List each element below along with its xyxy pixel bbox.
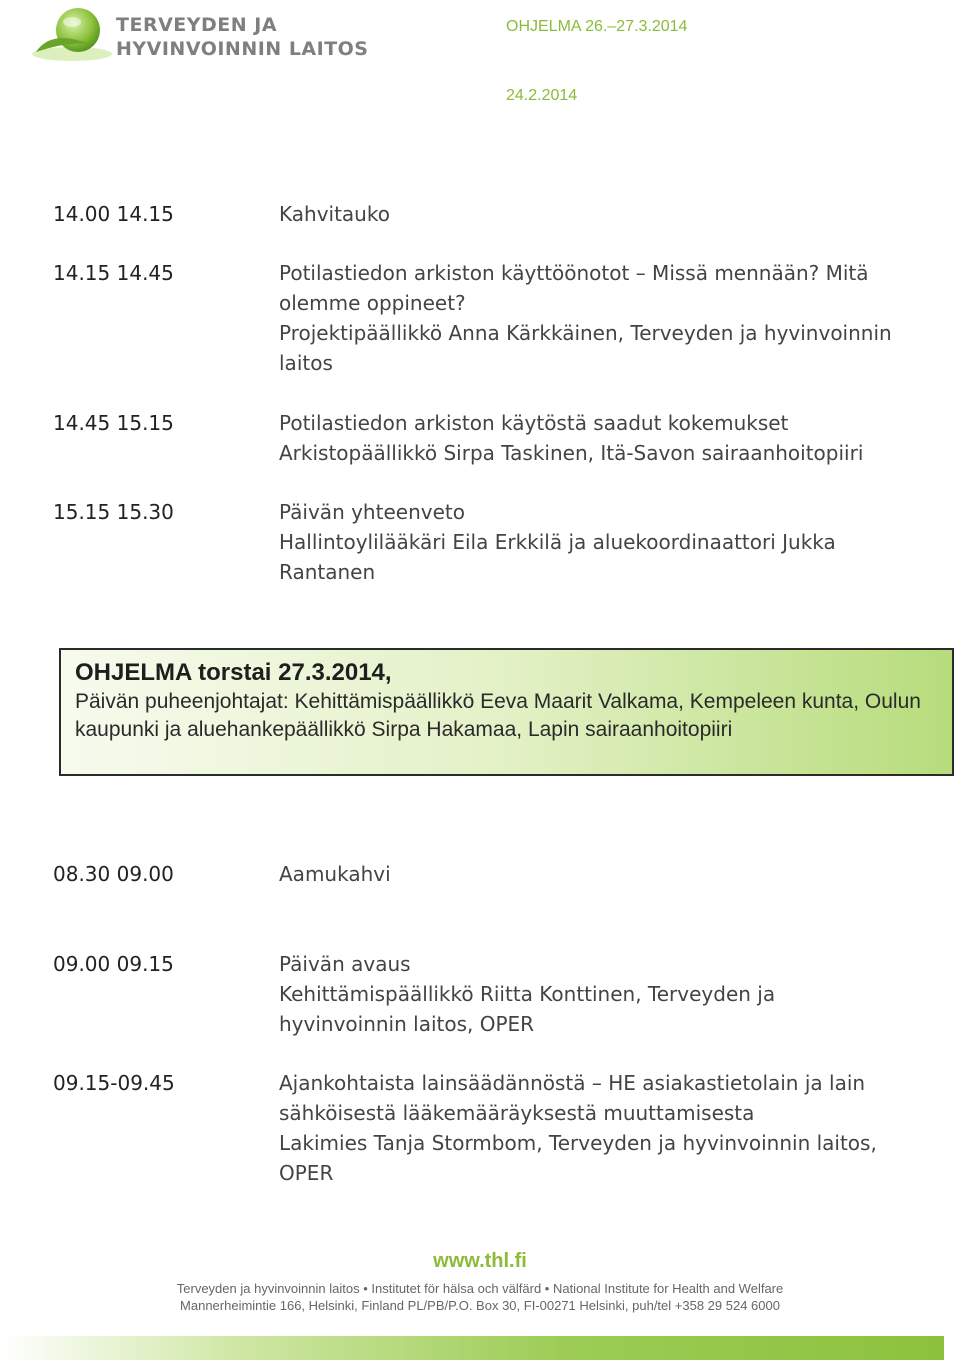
session-description bbox=[279, 199, 889, 229]
session-description bbox=[279, 408, 889, 468]
session-description bbox=[279, 1068, 889, 1188]
session-line: Rantanen bbox=[279, 560, 376, 584]
session-description bbox=[279, 497, 889, 587]
session-line: sähköisestä lääkemääräyksestä muuttamisesta bbox=[279, 1101, 755, 1125]
thl-leaf-icon bbox=[28, 4, 116, 64]
session-line: laitos bbox=[279, 351, 333, 375]
day2-title: OHJELMA torstai 27.3.2014, bbox=[75, 659, 392, 686]
document-date: 24.2.2014 bbox=[506, 87, 578, 104]
time-slot: 09.00 09.15 bbox=[53, 952, 174, 976]
logo-text-line2: HYVINVOINNIN LAITOS bbox=[116, 38, 369, 60]
session-description bbox=[279, 258, 892, 378]
session-line: Potilastiedon arkiston käytöstä saadut kokemukset bbox=[279, 411, 789, 435]
session-description bbox=[279, 859, 889, 889]
thl-logo bbox=[28, 4, 373, 64]
day2-header-box bbox=[59, 648, 954, 776]
session-line: Hallintoylilääkäri Eila Erkkilä ja aluekoordinaattori Jukka bbox=[279, 530, 836, 554]
time-slot: 14.00 14.15 bbox=[53, 202, 174, 226]
session-line: Päivän yhteenveto bbox=[279, 500, 465, 524]
session-line: olemme oppineet? bbox=[279, 291, 466, 315]
session-line: Aamukahvi bbox=[279, 862, 391, 886]
session-line: Kahvitauko bbox=[279, 202, 390, 226]
session-line: Projektipäällikkö Anna Kärkkäinen, Terveyden ja hyvinvoinnin bbox=[279, 321, 892, 345]
day2-chairs: Päivän puheenjohtajat: Kehittämispäällikkö Eeva Maarit Valkama, Kempeleen kunta, Oulun kaupunki ja aluehankepäällikkö Sirpa Hakamaa, Lapin sairaanhoitopiiri bbox=[75, 690, 921, 741]
session-line: hyvinvoinnin laitos, OPER bbox=[279, 1012, 535, 1036]
footer-institute-names: Terveyden ja hyvinvoinnin laitos • Institutet för hälsa och välfärd • National Institute for Health and Welfare bbox=[176, 1281, 784, 1296]
session-line: Kehittämispäällikkö Riitta Konttinen, Terveyden ja bbox=[279, 982, 776, 1006]
time-slot: 09.15-09.45 bbox=[53, 1071, 175, 1095]
session-line: OPER bbox=[279, 1161, 334, 1185]
footer-decorative-bar bbox=[0, 1336, 944, 1360]
footer-website-link[interactable]: www.thl.fi bbox=[433, 1250, 527, 1272]
program-heading: OHJELMA 26.–27.3.2014 bbox=[506, 18, 688, 35]
logo-text-line1: TERVEYDEN JA bbox=[116, 14, 278, 36]
footer-address: Mannerheimintie 166, Helsinki, Finland PL/PB/P.O. Box 30, FI-00271 Helsinki, puh/tel +358 29 524 6000 bbox=[180, 1298, 780, 1313]
session-description bbox=[279, 949, 889, 1039]
session-line: Lakimies Tanja Stormbom, Terveyden ja hyvinvoinnin laitos, bbox=[279, 1131, 877, 1155]
session-line: Päivän avaus bbox=[279, 952, 411, 976]
time-slot: 08.30 09.00 bbox=[53, 862, 174, 886]
time-slot: 14.45 15.15 bbox=[53, 411, 174, 435]
session-line: Ajankohtaista lainsäädännöstä – HE asiakastietolain ja lain bbox=[279, 1071, 866, 1095]
session-line: Potilastiedon arkiston käyttöönotot – Missä mennään? Mitä bbox=[279, 261, 869, 285]
time-slot: 15.15 15.30 bbox=[53, 500, 174, 524]
time-slot: 14.15 14.45 bbox=[53, 261, 174, 285]
session-line: Arkistopäällikkö Sirpa Taskinen, Itä-Savon sairaanhoitopiiri bbox=[279, 441, 864, 465]
